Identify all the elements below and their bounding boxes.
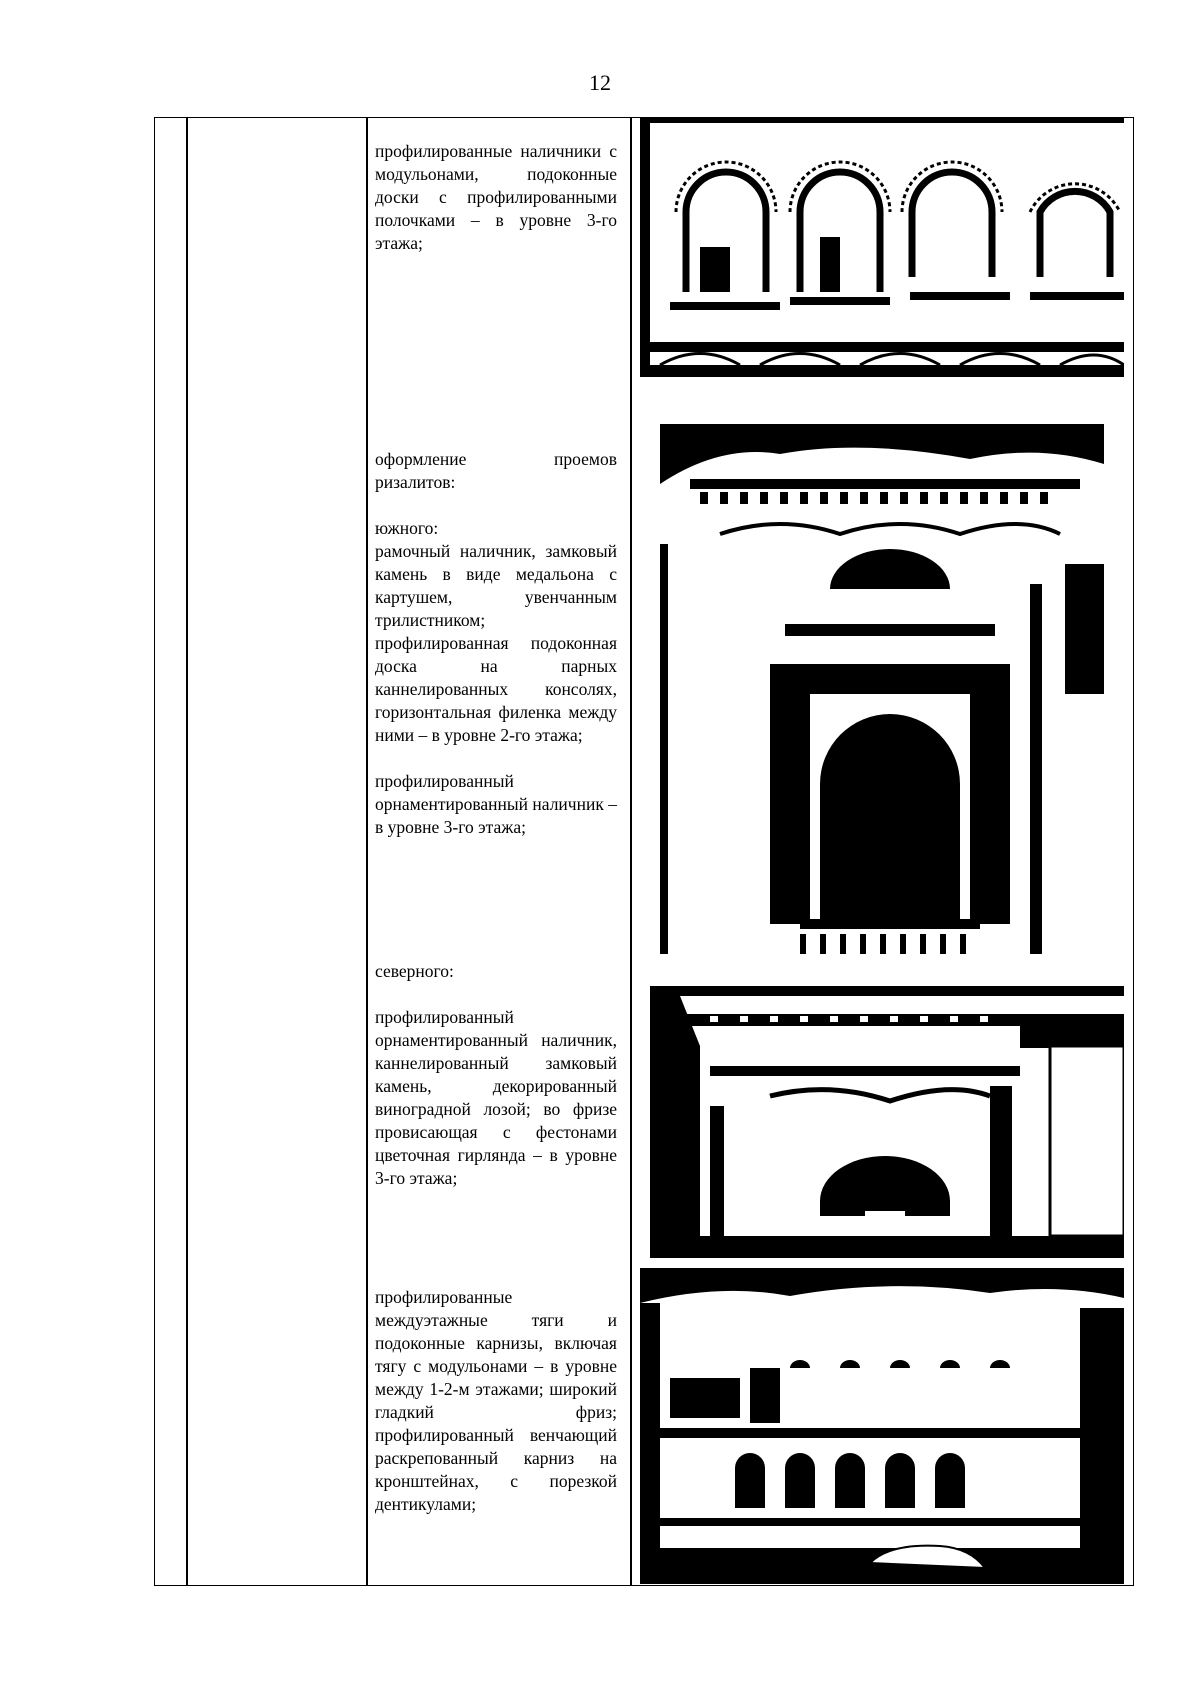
facade-photo-general-view xyxy=(640,1268,1124,1584)
column-divider xyxy=(186,118,188,1585)
paragraph: профилированный орнаментированный наличник, каннелированный замковый камень, декорированный виноградной лозой; во фризе провисающая с фестонами цветочная гирлянда – в уровне 3-го этажа; xyxy=(375,1007,617,1188)
paragraph: южного: xyxy=(375,518,439,538)
column-divider xyxy=(366,118,368,1585)
row-2-description xyxy=(375,448,617,839)
paragraph: профилированные междуэтажные тяги и подоконные карнизы, включая тягу с модульонами – в уровне между 1-2-м этажами; широкий гладкий фриз; профилированный венчающий раскрепованный карниз на кронштейнах, с порезкой дентикулами; xyxy=(375,1287,617,1514)
paragraph: профилированные наличники с модульонами, подоконные доски с профилированными полочками – в уровне 3-го этажа; xyxy=(375,141,617,253)
row-1-description xyxy=(375,140,617,255)
paragraph: северного: xyxy=(375,961,454,981)
paragraph: рамочный наличник, замковый камень в виде медальона с картушем, увенчанным трилистником; профилированная подоконная доска на парных каннелированных консолях, горизонтальная филенка между ними – в уровне 2-го этажа; xyxy=(375,541,617,745)
row-4-description xyxy=(375,1286,617,1516)
paragraph: оформление проемов ризалитов: xyxy=(375,449,617,492)
row-3-description xyxy=(375,960,617,1190)
facade-photo-third-floor-windows xyxy=(640,117,1124,377)
facade-photo-northern-risalit xyxy=(650,986,1124,1258)
paragraph: профилированный орнаментированный наличник – в уровне 3-го этажа; xyxy=(375,771,617,837)
page-number: 12 xyxy=(589,70,611,95)
facade-photo-southern-risalit xyxy=(660,424,1104,954)
column-divider xyxy=(630,118,632,1585)
